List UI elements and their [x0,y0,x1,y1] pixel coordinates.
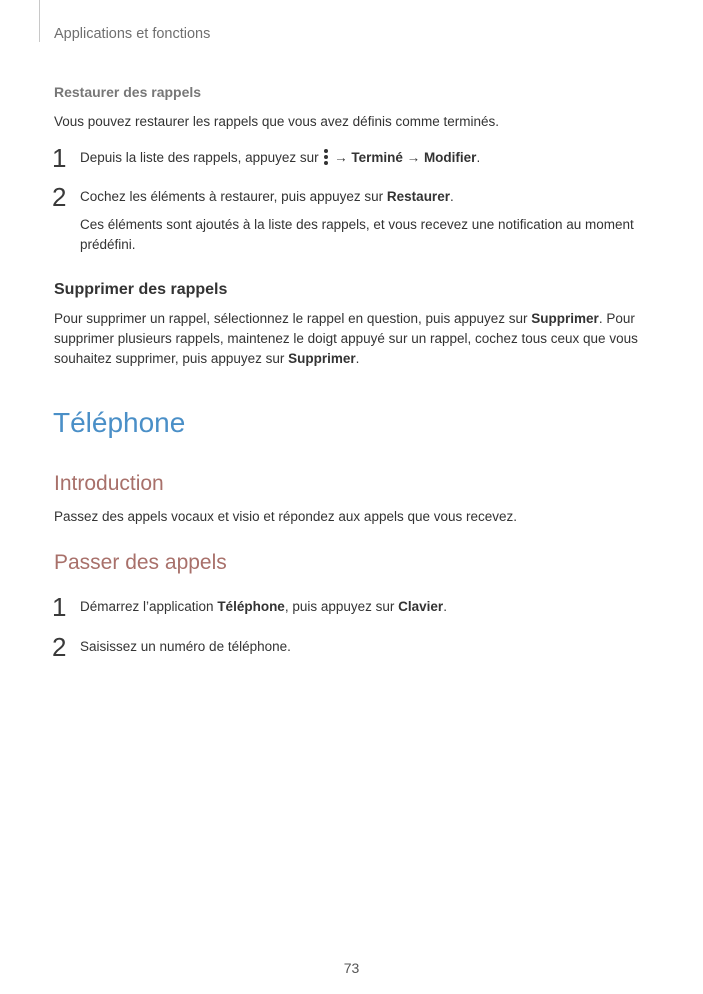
calls-step-2: Saisissez un numéro de téléphone. [80,639,291,654]
more-options-icon [323,148,329,165]
delete-section-title: Supprimer des rappels [54,281,228,298]
calls-step-2-number: 2 [52,632,67,662]
intro-text: Passez des appels vocaux et visio et répondez aux appels que vous recevez. [54,509,518,524]
chapter-header: Applications et fonctions [54,26,211,42]
restore-step-1-number: 1 [52,143,67,173]
restore-step-2-note: Ces éléments sont ajoutés à la liste des rappels, et vous recevez une notification au moment prédéfini. [80,217,634,252]
intro-section-title: Introduction [54,472,164,495]
restore-intro: Vous pouvez restaurer les rappels que vous avez définis comme terminés. [54,114,499,129]
calls-step-1-number: 1 [52,592,67,622]
restore-step-2: Cochez les éléments à restaurer, puis appuyez sur Restaurer. [80,189,454,204]
header-divider [39,0,40,42]
delete-text: Pour supprimer un rappel, sélectionnez le rappel en question, puis appuyez sur Supprimer. Pour supprimer plusieurs rappels, maintenez le doigt appuyé sur un rappel, cochez tous ceux que vous souhaitez supprimer, puis appuyez sur Supprimer. [54,311,638,366]
restore-section-title: Restaurer des rappels [54,84,202,100]
page-number: 73 [343,960,360,976]
calls-step-1: Démarrez l’application Téléphone, puis appuyez sur Clavier. [80,599,447,614]
restore-step-2-number: 2 [52,182,67,212]
restore-step-1: Depuis la liste des rappels, appuyez sur → Terminé → Modifier. [80,150,481,165]
chapter-title: Téléphone [53,407,186,438]
calls-section-title: Passer des appels [54,551,227,574]
